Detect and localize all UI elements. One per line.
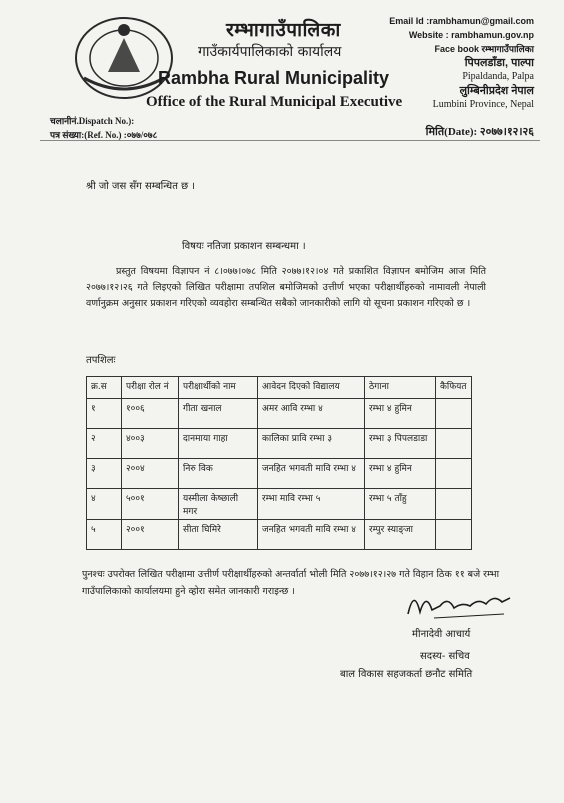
header-school: आवेदन दिएको विद्यालय xyxy=(258,377,365,399)
header-address: ठेगाना xyxy=(365,377,436,399)
letter-subject: विषयः नतिजा प्रकाशन सम्बन्धमा । xyxy=(182,241,306,252)
table-row xyxy=(87,520,472,550)
cell-name: सीता घिमिरे xyxy=(179,520,258,550)
dispatch-number: चलानीनं.Dispatch No.): xyxy=(50,116,135,126)
cell-serial: १ xyxy=(87,399,122,429)
letter-body xyxy=(86,264,486,312)
header-serial: क्र.स xyxy=(87,377,122,399)
contact-place-np: पिपलडाँडा, पाल्पा xyxy=(464,57,534,69)
contact-province-np: लुम्बिनीप्रदेश नेपाल xyxy=(459,85,534,97)
results-table xyxy=(86,376,472,550)
cell-remarks xyxy=(436,489,472,520)
header-name: परीक्षार्थीको नाम xyxy=(179,377,258,399)
letter-recipient: श्री जो जस सँग सम्बन्धित छ । xyxy=(86,181,196,192)
cell-address: रम्पुर स्याङ्जा xyxy=(365,520,436,550)
reference-block xyxy=(50,114,157,142)
cell-remarks xyxy=(436,399,472,429)
cell-address: रम्भा ४ हुमिन xyxy=(365,459,436,489)
cell-address: रम्भा ४ हुमिन xyxy=(365,399,436,429)
header-title-np: रम्भागाउँपालिका xyxy=(226,19,341,41)
cell-serial: ३ xyxy=(87,459,122,489)
cell-name: यस्मीला केष्छाली मगर xyxy=(179,489,258,520)
cell-name: गीता खनाल xyxy=(179,399,258,429)
cell-remarks xyxy=(436,429,472,459)
cell-roll: १००६ xyxy=(122,399,179,429)
handwritten-signature-icon xyxy=(404,584,514,624)
cell-serial: २ xyxy=(87,429,122,459)
contact-block xyxy=(389,14,534,112)
reference-number: पत्र संख्या:(Ref. No.) :०७७/०७८ xyxy=(50,130,158,140)
contact-facebook: Face book रम्भागाउँपालिका xyxy=(434,44,534,54)
signatory-organization: बाल विकास सहजकर्ता छनौट समिति xyxy=(340,669,473,680)
signatory-role: सदस्य- सचिव xyxy=(420,651,470,662)
table-header-row xyxy=(87,377,472,399)
table-row xyxy=(87,399,472,429)
cell-school: जनहित भगवती मावि रम्भा ४ xyxy=(258,459,365,489)
header-subtitle-np: गाउँकार्यपालिकाको कार्यालय xyxy=(198,44,342,60)
table-row xyxy=(87,429,472,459)
details-label: तपशिलः xyxy=(86,355,116,366)
header-divider xyxy=(40,140,540,141)
header-roll: परीक्षा रोल नं xyxy=(122,377,179,399)
cell-serial: ५ xyxy=(87,520,122,550)
cell-roll: ४००३ xyxy=(122,429,179,459)
letter-date: मिति(Date): २०७७।१२।२६ xyxy=(425,126,534,138)
contact-website: Website : rambhamun.gov.np xyxy=(408,30,534,40)
cell-school: अमर आवि रम्भा ४ xyxy=(258,399,365,429)
table-row xyxy=(87,459,472,489)
cell-school: कालिका प्रावि रम्भा ३ xyxy=(258,429,365,459)
nepal-emblem-seal-icon xyxy=(64,8,194,104)
cell-roll: २००१ xyxy=(122,520,179,550)
contact-email: Email Id :rambhamun@gmail.com xyxy=(389,16,534,26)
signatory-name: मीनादेवी आचार्य xyxy=(412,629,471,640)
cell-remarks xyxy=(436,520,472,550)
contact-province-en: Lumbini Province, Nepal xyxy=(432,99,534,110)
table-row xyxy=(87,489,472,520)
cell-roll: २००४ xyxy=(122,459,179,489)
cell-name: दानमाया गाहा xyxy=(179,429,258,459)
cell-name: निरु विक xyxy=(179,459,258,489)
cell-address: रम्भा ३ पिपलडाडा xyxy=(365,429,436,459)
cell-roll: ५००१ xyxy=(122,489,179,520)
header-office-en: Office of the Rural Municipal Executive xyxy=(146,94,403,110)
contact-place-en: Pipaldanda, Palpa xyxy=(462,71,534,82)
cell-school: रम्भा मावि रम्भा ५ xyxy=(258,489,365,520)
cell-school: जनहित भगवती मावि रम्भा ४ xyxy=(258,520,365,550)
cell-serial: ४ xyxy=(87,489,122,520)
cell-remarks xyxy=(436,459,472,489)
header-remarks: कैफियत xyxy=(436,377,472,399)
header-title-en: Rambha Rural Municipality xyxy=(158,68,390,88)
cell-address: रम्भा ५ ताँहु xyxy=(365,489,436,520)
letter-body-text: प्रस्तुत विषयमा विज्ञापन नं ८।०७७।०७८ मिति २०७७।१२।०४ गते प्रकाशित विज्ञापन बमोजिम आज मिति २०७७।१२।२६ गते लिइएको लिखित परीक्षामा तपशिल बमोजिमको उत्तीर्ण भएका परीक्षार्थीहरुको नामावली नेपाली वर्णानुक्रम अनुसार प्रकाशन गरिएको व्यवहोरा सम्बन्धित सबैको जानकारीको लागि यो सूचना प्रकाशन गरिएको छ । xyxy=(86,266,486,309)
postscript-note: पुनश्चः उपरोक्त लिखित परीक्षामा उत्तीर्ण परीक्षार्थीहरुको अन्तर्वार्ता भोली मिति २०७७।१२।२७ गते विहान ठिक ११ बजे रम्भा गाउँपालिकाको कार्यालयमा हुने व्होरा समेत जानकारी गराइन्छ । xyxy=(82,569,500,597)
